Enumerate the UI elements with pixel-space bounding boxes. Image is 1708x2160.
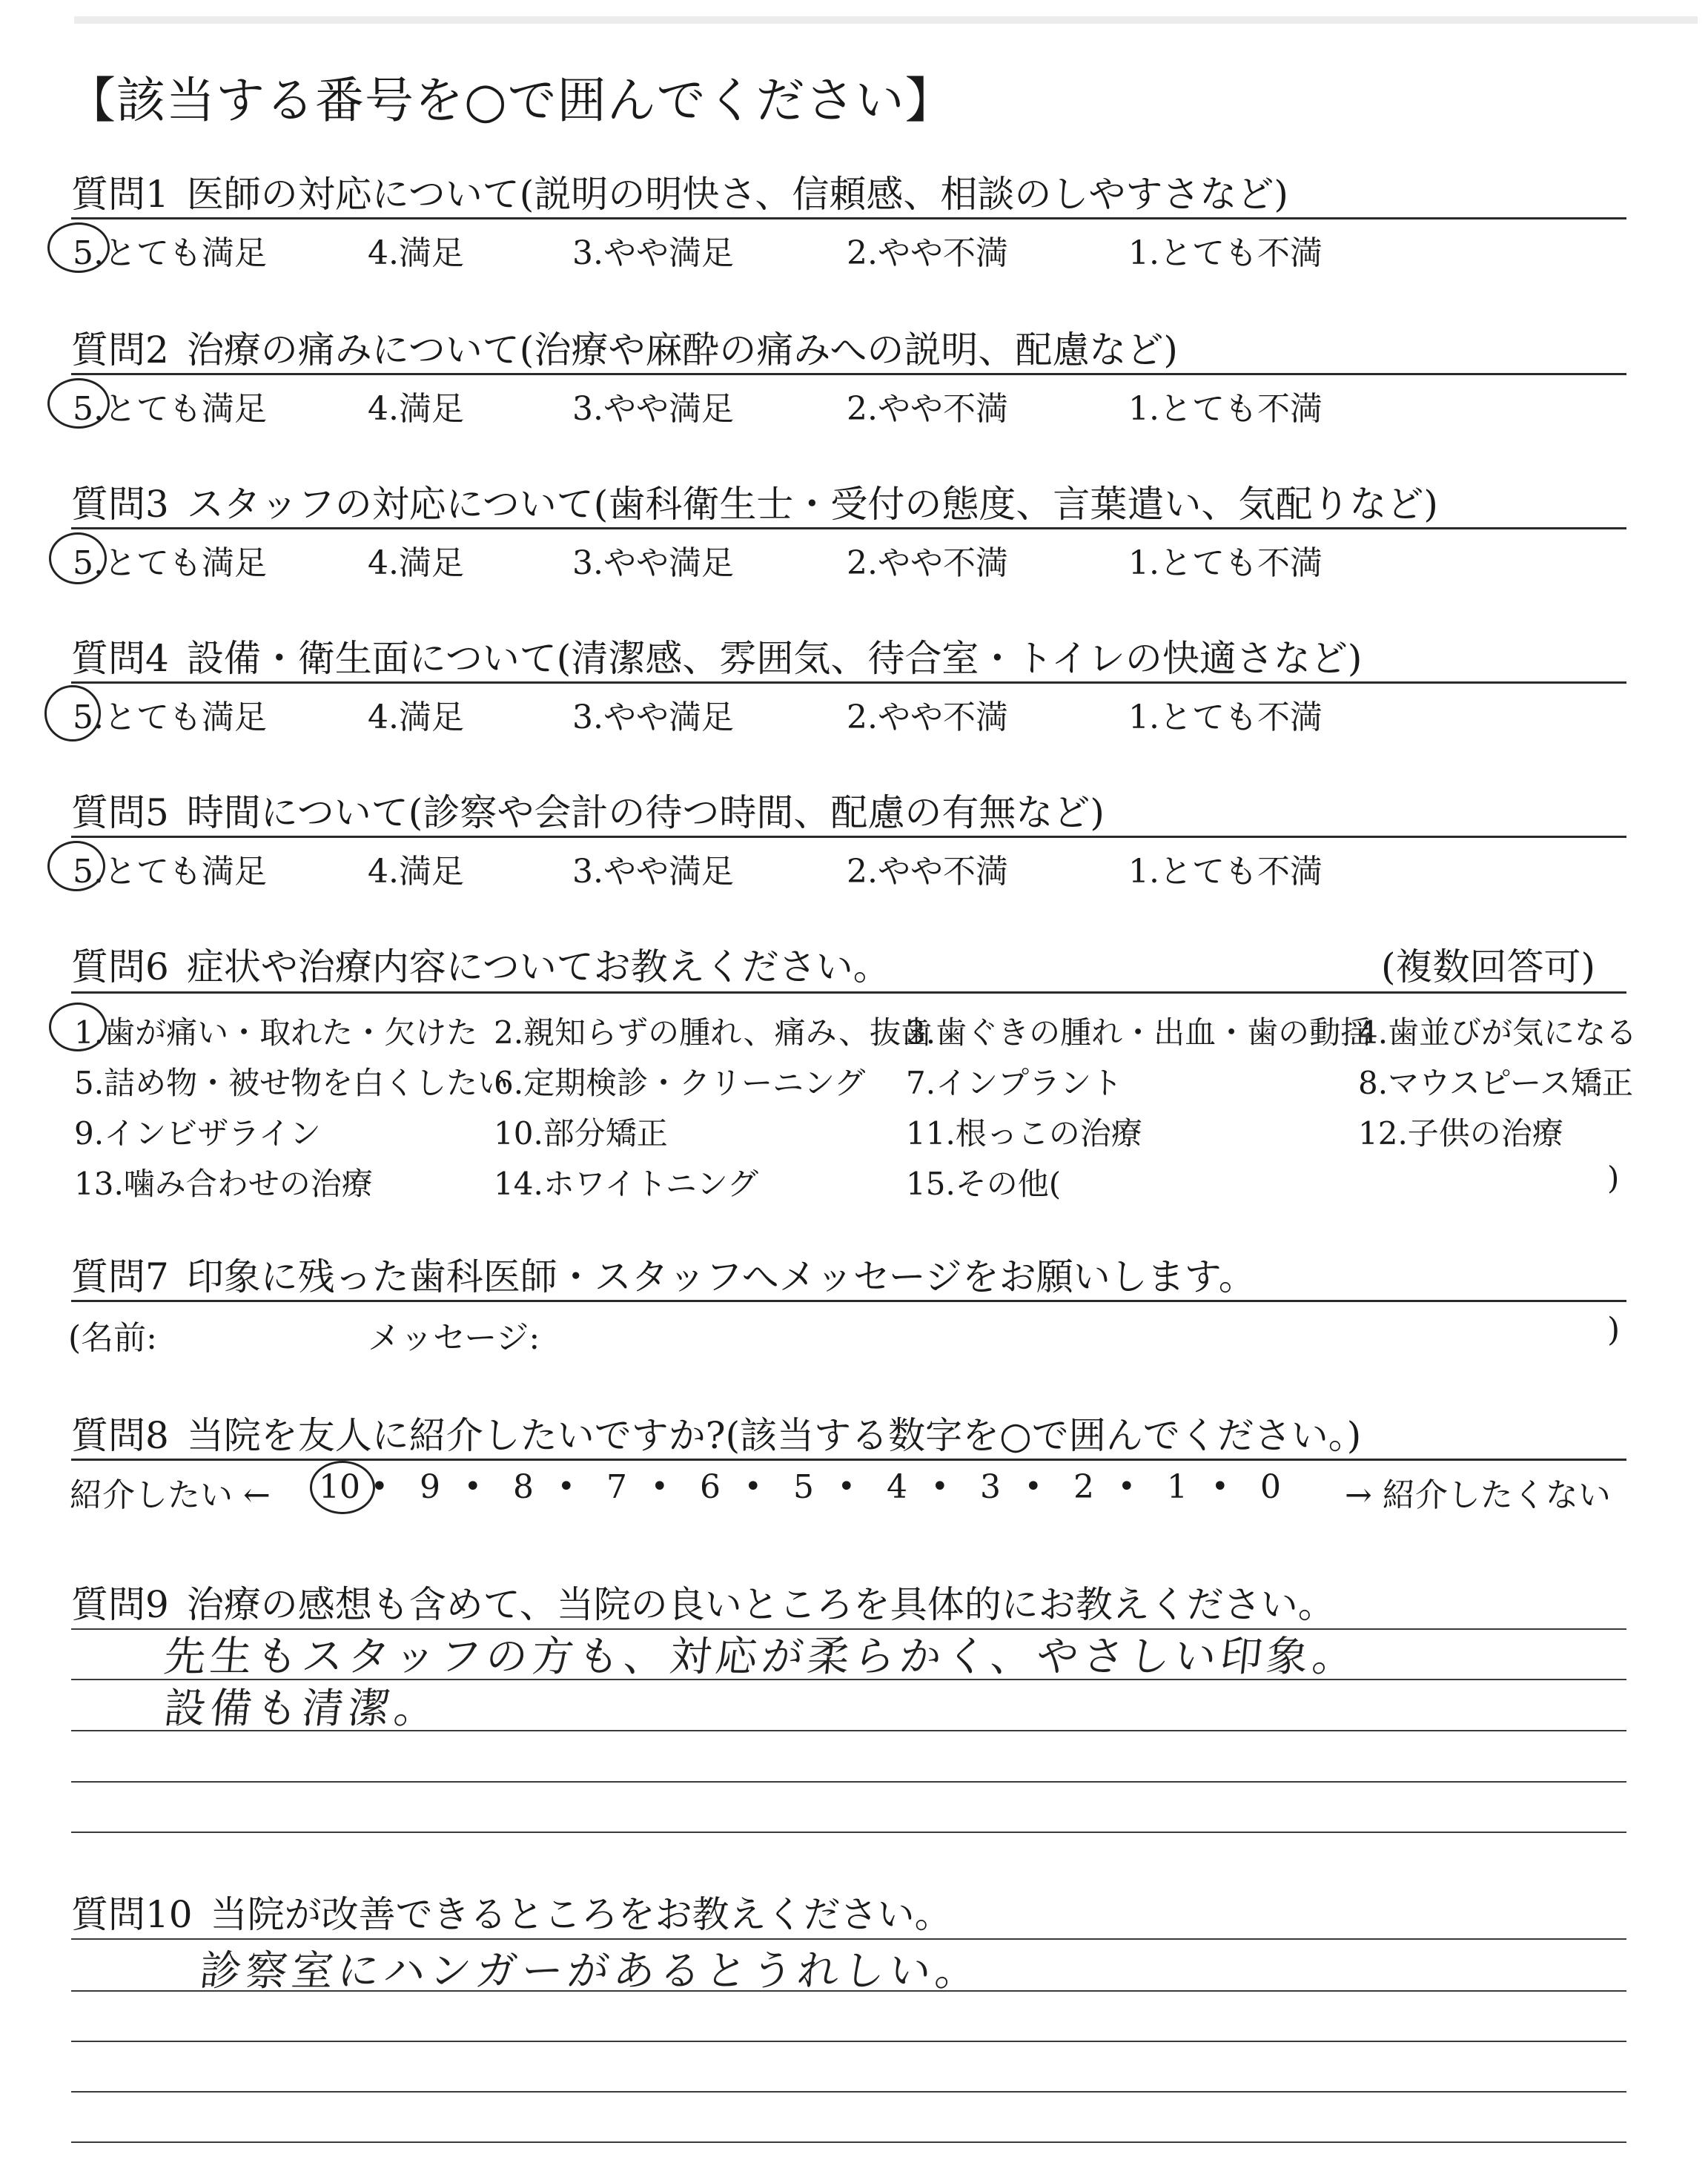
question-text: 医師の対応について(説明の明快さ、信頼感、相談のしやすさなど) [186, 173, 1288, 216]
scale-value-3[interactable]: 3 [980, 1468, 1001, 1506]
scale-separator: • [931, 1470, 949, 1504]
q2-option-4[interactable]: 4.満足 [368, 390, 464, 428]
q1-option-2[interactable]: 2.やや不満 [847, 234, 1008, 272]
divider [71, 1300, 1626, 1302]
question-7-heading [71, 1247, 1628, 1301]
question-2-heading [71, 320, 1628, 374]
question-number: 質問7 [71, 1255, 169, 1298]
q6-option-1[interactable]: 1.歯が痛い・取れた・欠けた [74, 1014, 478, 1051]
question-text: 印象に残った歯科医師・スタッフへメッセージをお願いします。 [186, 1255, 1256, 1298]
scale-separator: • [838, 1470, 855, 1504]
recommend-scale-right-label: → 紹介したくない [1345, 1476, 1611, 1514]
question-number: 質問3 [71, 483, 169, 526]
selection-circle [47, 378, 110, 429]
scale-value-7[interactable]: 7 [606, 1468, 627, 1506]
q2-option-3[interactable]: 3.やや満足 [572, 390, 734, 428]
question-1-heading [71, 165, 1628, 218]
q4-option-2[interactable]: 2.やや不満 [847, 698, 1008, 736]
q3-option-5[interactable]: 5.とても満足 [73, 544, 267, 582]
answer-line [71, 1781, 1626, 1783]
q5-option-5[interactable]: 5.とても満足 [73, 853, 267, 891]
scale-value-8[interactable]: 8 [513, 1468, 534, 1506]
scale-separator: • [557, 1470, 575, 1504]
scale-separator: • [1025, 1470, 1042, 1504]
q6-option-4[interactable]: 4.歯並びが気になる [1358, 1014, 1638, 1051]
q6-option-2[interactable]: 2.親知らずの腫れ、痛み、抜歯 [494, 1014, 933, 1051]
scale-separator: • [651, 1470, 669, 1504]
q3-option-2[interactable]: 2.やや不満 [847, 544, 1008, 582]
question-text: 当院が改善できるところをお教えください。 [210, 1893, 952, 1936]
selection-circle [310, 1461, 375, 1514]
q2-option-1[interactable]: 1.とても不満 [1128, 390, 1323, 428]
q6-option-10[interactable]: 10.部分矯正 [494, 1115, 668, 1152]
handwritten-answer-line: 先生もスタッフの方も、対応が柔らかく、やさしい印象。 [162, 1633, 1361, 1681]
scale-separator: • [464, 1470, 482, 1504]
selection-circle [49, 532, 107, 584]
q6-option-6[interactable]: 6.定期検診・クリーニング [494, 1065, 866, 1101]
question-3-heading [71, 475, 1628, 528]
q4-option-4[interactable]: 4.満足 [368, 698, 464, 736]
q5-option-4[interactable]: 4.満足 [368, 853, 464, 891]
answer-line [71, 2041, 1626, 2042]
message-label: メッセージ: [368, 1319, 540, 1357]
scale-value-0[interactable]: 0 [1260, 1468, 1281, 1506]
q3-option-4[interactable]: 4.満足 [368, 544, 464, 582]
divider [71, 373, 1626, 375]
question-number: 質問8 [71, 1414, 169, 1457]
q2-option-5[interactable]: 5.とても満足 [73, 390, 267, 428]
question-number: 質問2 [71, 328, 169, 371]
handwritten-answer-line: 診察室にハンガーがあるとうれしい。 [197, 1947, 984, 1995]
q6-option-9[interactable]: 9.インビザライン [74, 1115, 321, 1152]
scale-separator: • [1118, 1470, 1136, 1504]
selection-circle [49, 1003, 107, 1051]
close-paren: ) [1607, 1311, 1621, 1349]
divider [71, 217, 1626, 219]
scan-edge [74, 16, 1698, 24]
answer-line [71, 2141, 1626, 2143]
question-text: 当院を友人に紹介したいですか?(該当する数字を○で囲んでください。) [186, 1414, 1362, 1457]
divider [71, 1459, 1626, 1461]
q6-option-8[interactable]: 8.マウスピース矯正 [1358, 1065, 1634, 1101]
multiple-answers-note: (複数回答可) [1380, 945, 1595, 988]
answer-line [71, 2091, 1626, 2093]
q6-option-3[interactable]: 3.歯ぐきの腫れ・出血・歯の動揺 [906, 1014, 1372, 1051]
scale-value-5[interactable]: 5 [793, 1468, 814, 1506]
question-5-heading [71, 783, 1628, 836]
q6-option-11[interactable]: 11.根っこの治療 [906, 1115, 1142, 1152]
scale-value-6[interactable]: 6 [700, 1468, 721, 1506]
q1-option-4[interactable]: 4.満足 [368, 234, 464, 272]
q4-option-1[interactable]: 1.とても不満 [1128, 698, 1323, 736]
question-10-heading [71, 1885, 1628, 1938]
scale-value-4[interactable]: 4 [887, 1468, 907, 1506]
q1-option-5[interactable]: 5.とても満足 [73, 234, 267, 272]
q5-option-1[interactable]: 1.とても不満 [1128, 853, 1323, 891]
divider [71, 527, 1626, 529]
q6-option-13[interactable]: 13.噛み合わせの治療 [74, 1166, 373, 1202]
q5-option-2[interactable]: 2.やや不満 [847, 853, 1008, 891]
q2-option-2[interactable]: 2.やや不満 [847, 390, 1008, 428]
scale-value-9[interactable]: 9 [420, 1468, 440, 1506]
q3-option-1[interactable]: 1.とても不満 [1128, 544, 1323, 582]
selection-circle [47, 222, 110, 273]
question-9-heading [71, 1575, 1628, 1628]
answer-line [71, 1832, 1626, 1833]
q4-option-3[interactable]: 3.やや満足 [572, 698, 734, 736]
handwritten-answer-line: 設備も清潔。 [162, 1685, 443, 1733]
q6-option-14[interactable]: 14.ホワイトニング [494, 1166, 759, 1202]
q6-option-5[interactable]: 5.詰め物・被せ物を白くしたい [74, 1065, 509, 1101]
question-number: 質問9 [71, 1583, 169, 1626]
question-number: 質問4 [71, 637, 169, 680]
question-4-heading [71, 629, 1628, 682]
recommend-scale-left-label: 紹介したい ← [70, 1476, 271, 1514]
question-number: 質問6 [71, 945, 169, 988]
scale-value-1[interactable]: 1 [1167, 1468, 1188, 1506]
question-number: 質問10 [71, 1893, 193, 1936]
scale-separator: • [1211, 1470, 1229, 1504]
name-label: (名前: [68, 1319, 157, 1357]
question-8-heading [71, 1406, 1628, 1459]
selection-circle [47, 841, 105, 891]
q6-option-7[interactable]: 7.インプラント [906, 1065, 1123, 1101]
q5-option-3[interactable]: 3.やや満足 [572, 853, 734, 891]
question-text: 時間について(診察や会計の待つ時間、配慮の有無など) [186, 791, 1105, 834]
q6-option-12[interactable]: 12.子供の治療 [1358, 1115, 1563, 1152]
question-text: 治療の痛みについて(治療や麻酔の痛みへの説明、配慮など) [186, 328, 1178, 371]
question-text: 設備・衛生面について(清潔感、雰囲気、待合室・トイレの快適さなど) [186, 637, 1363, 680]
scale-value-10[interactable]: 10 [319, 1468, 360, 1506]
q1-option-3[interactable]: 3.やや満足 [572, 234, 734, 272]
q6-option-15[interactable]: 15.その他( [906, 1166, 1062, 1202]
question-text: 症状や治療内容についてお教えください。 [186, 945, 890, 988]
question-text: 治療の感想も含めて、当院の良いところを具体的にお教えください。 [186, 1583, 1335, 1626]
q6-other-close-paren: ) [1607, 1160, 1620, 1196]
scale-separator: • [744, 1470, 762, 1504]
divider [71, 836, 1626, 838]
question-number: 質問1 [71, 173, 169, 216]
q4-option-5[interactable]: 5.とても満足 [73, 698, 267, 736]
scale-separator: • [371, 1470, 388, 1504]
divider [71, 681, 1626, 684]
question-number: 質問5 [71, 791, 169, 834]
page-title: 【該当する番号を○で囲んでください】 [67, 72, 955, 129]
scale-value-2[interactable]: 2 [1073, 1468, 1094, 1506]
selection-circle [44, 685, 101, 742]
q3-option-3[interactable]: 3.やや満足 [572, 544, 734, 582]
divider [71, 991, 1626, 994]
question-text: スタッフの対応について(歯科衛生士・受付の態度、言葉遣い、気配りなど) [186, 483, 1438, 526]
q1-option-1[interactable]: 1.とても不満 [1128, 234, 1323, 272]
